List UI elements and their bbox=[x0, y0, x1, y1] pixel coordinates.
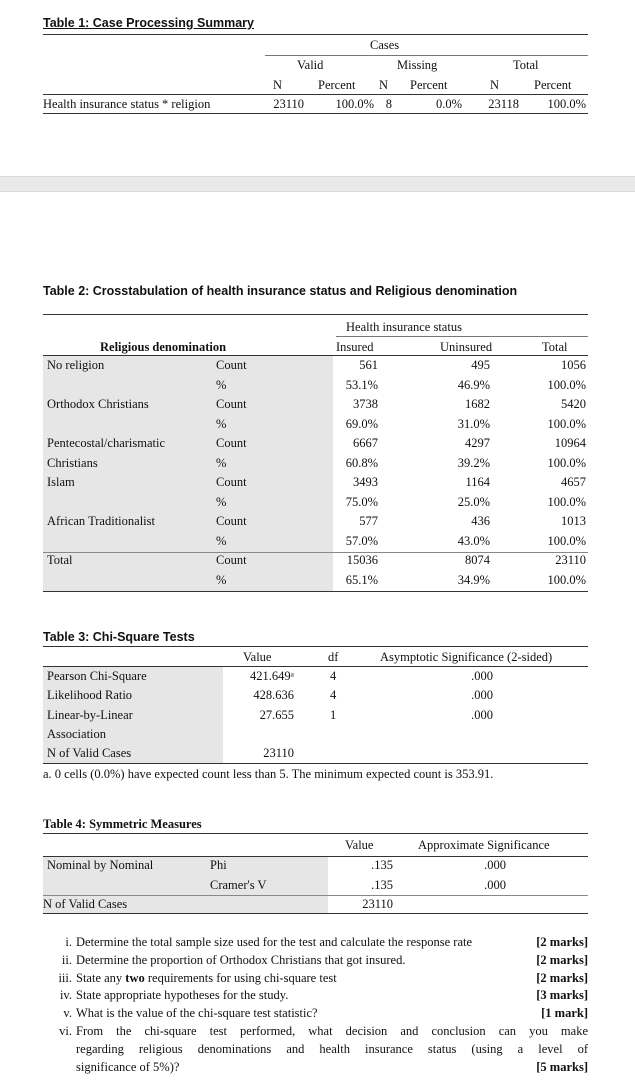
question-text: significance of 5%)? bbox=[76, 1060, 180, 1074]
divider bbox=[43, 355, 588, 356]
test-label: Linear-by-Linear bbox=[47, 707, 133, 722]
page-separator bbox=[0, 176, 635, 192]
col-insured: Insured bbox=[336, 340, 374, 354]
col-df: df bbox=[328, 650, 339, 664]
row-label: Pentecostal/charismatic bbox=[47, 436, 166, 450]
question-text bbox=[76, 971, 337, 986]
uninsured-cell: 8074 bbox=[465, 553, 490, 567]
row-label: Health insurance status * religion bbox=[43, 97, 211, 111]
question-number: iii. bbox=[58, 970, 72, 985]
test-label: Likelihood Ratio bbox=[47, 688, 133, 703]
uninsured-cell: 31.0% bbox=[457, 416, 490, 431]
test-label: N of Valid Cases bbox=[47, 746, 132, 761]
test-sig: .000 bbox=[471, 688, 493, 703]
insured-cell: 53.1% bbox=[345, 377, 378, 392]
question-text-part: requirements for using chi-square test bbox=[144, 970, 337, 985]
question-text: From the chi-square test performed, what decision and conclusion can you make bbox=[76, 1024, 588, 1038]
col-total: Total bbox=[542, 340, 568, 354]
divider bbox=[43, 94, 588, 95]
total-cell: 10964 bbox=[554, 436, 586, 450]
measure-sig: .000 bbox=[484, 878, 506, 892]
divider bbox=[43, 552, 588, 553]
uninsured-cell: 1682 bbox=[465, 397, 490, 411]
valid-cases-label: N of Valid Cases bbox=[43, 897, 128, 911]
table-2-title: Table 2: Crosstabulation of health insurance status and Religious denomination bbox=[43, 284, 518, 298]
total-cell: 1056 bbox=[561, 358, 586, 372]
test-value: 23110 bbox=[263, 746, 294, 761]
stat-label: % bbox=[216, 533, 227, 548]
insured-cell: 57.0% bbox=[345, 533, 378, 548]
total-cell: 100.0% bbox=[547, 377, 586, 392]
uninsured-cell: 495 bbox=[471, 358, 490, 372]
question-text bbox=[76, 935, 472, 950]
test-value: 421.649ᵃ bbox=[249, 669, 294, 683]
measure-label: Phi bbox=[210, 858, 227, 872]
measure-label: Cramer's V bbox=[210, 878, 267, 892]
insured-cell: 60.8% bbox=[345, 455, 378, 470]
row-label: Christians bbox=[47, 455, 98, 470]
total-n: 23118 bbox=[488, 97, 519, 111]
question-text-part: State any bbox=[76, 970, 126, 985]
col-uninsured: Uninsured bbox=[440, 340, 493, 354]
table-4-title: Table 4: Symmetric Measures bbox=[43, 817, 202, 831]
group-label: Nominal by Nominal bbox=[47, 858, 154, 872]
divider bbox=[43, 763, 588, 764]
divider bbox=[43, 646, 588, 647]
insured-cell: 75.0% bbox=[345, 494, 378, 509]
total-cell: 100.0% bbox=[547, 455, 586, 470]
uninsured-cell: 46.9% bbox=[457, 377, 490, 392]
stat-label: Count bbox=[216, 514, 247, 528]
divider bbox=[43, 34, 588, 35]
insured-cell: 6667 bbox=[353, 436, 378, 450]
question-number: ii. bbox=[61, 952, 72, 967]
missing-percent: 0.0% bbox=[435, 97, 462, 111]
total-cell: 100.0% bbox=[547, 533, 586, 548]
col-value: Value bbox=[243, 650, 272, 664]
valid-cases-value: 23110 bbox=[362, 897, 393, 911]
row-label: Islam bbox=[47, 475, 75, 489]
question-text-part: Determine the total sample size used for the test and calculate the response rate bbox=[76, 935, 473, 949]
question-marks: [2 marks] bbox=[536, 970, 588, 985]
col-header: N bbox=[379, 78, 389, 92]
total-cell: 100.0% bbox=[547, 572, 586, 587]
divider bbox=[43, 856, 588, 857]
valid-percent: 100.0% bbox=[335, 97, 374, 111]
col-asymp-sig: Asymptotic Significance (2-sided) bbox=[380, 650, 553, 664]
insured-cell: 3493 bbox=[353, 475, 378, 489]
test-value: 428.636 bbox=[253, 688, 294, 703]
stat-label: % bbox=[216, 377, 227, 392]
stat-label: % bbox=[216, 455, 227, 470]
question-text bbox=[76, 953, 405, 968]
insured-cell: 577 bbox=[359, 514, 378, 528]
question-text-part: Determine the proportion of Orthodox Christians that got insured. bbox=[76, 952, 406, 967]
total-cell: 1013 bbox=[561, 514, 586, 528]
group-header: Health insurance status bbox=[346, 320, 462, 334]
uninsured-cell: 25.0% bbox=[457, 494, 490, 509]
question-text-emphasis: two bbox=[125, 970, 145, 985]
question-marks: [2 marks] bbox=[536, 935, 588, 949]
valid-n: 23110 bbox=[273, 97, 304, 111]
question-text bbox=[76, 988, 288, 1003]
divider bbox=[43, 314, 588, 315]
total-cell: 4657 bbox=[561, 475, 586, 489]
col-value: Value bbox=[345, 838, 374, 852]
col-header: Percent bbox=[318, 78, 356, 92]
cases-label: Cases bbox=[370, 38, 400, 52]
test-label: Association bbox=[47, 726, 107, 741]
table-3-title: Table 3: Chi-Square Tests bbox=[43, 630, 195, 644]
uninsured-cell: 4297 bbox=[465, 436, 490, 450]
question-marks: [1 mark] bbox=[541, 1006, 588, 1021]
divider bbox=[43, 591, 588, 592]
col-header: N bbox=[273, 78, 283, 92]
total-cell: 100.0% bbox=[547, 416, 586, 431]
insured-cell: 65.1% bbox=[345, 572, 378, 587]
insured-cell: 561 bbox=[359, 358, 378, 372]
row-label: Total bbox=[47, 553, 73, 567]
total-cell: 5420 bbox=[561, 397, 586, 411]
table-3-footnote: a. 0 cells (0.0%) have expected count less than 5. The minimum expected count is 353.91. bbox=[43, 767, 494, 781]
question-marks: [5 marks] bbox=[536, 1060, 588, 1074]
test-label: Pearson Chi-Square bbox=[47, 669, 147, 683]
divider bbox=[336, 336, 588, 337]
uninsured-cell: 39.2% bbox=[457, 455, 490, 470]
test-sig: .000 bbox=[471, 707, 493, 722]
stat-label: % bbox=[216, 416, 227, 431]
question-text-part: What is the value of the chi-square test statistic? bbox=[76, 1006, 318, 1021]
table-1-title: Table 1: Case Processing Summary bbox=[43, 16, 254, 30]
row-header: Religious denomination bbox=[100, 340, 227, 354]
divider bbox=[43, 833, 588, 834]
uninsured-cell: 436 bbox=[471, 514, 490, 528]
stat-label: % bbox=[216, 494, 227, 509]
col-header: Percent bbox=[410, 78, 448, 92]
stat-label: Count bbox=[216, 475, 247, 489]
divider bbox=[265, 55, 588, 56]
stat-label: Count bbox=[216, 553, 247, 567]
insured-cell: 3738 bbox=[353, 397, 378, 411]
col-approx-sig: Approximate Significance bbox=[418, 838, 550, 852]
insured-cell: 69.0% bbox=[345, 416, 378, 431]
stat-label: Count bbox=[216, 397, 247, 411]
question-number: iv. bbox=[59, 988, 72, 1003]
test-value: 27.655 bbox=[259, 707, 294, 722]
row-label: Orthodox Christians bbox=[47, 397, 149, 411]
missing-n: 8 bbox=[385, 97, 392, 111]
col-header: N bbox=[490, 78, 500, 92]
measure-value: .135 bbox=[371, 878, 393, 892]
question-text: regarding religious denominations and health insurance status (using a level of bbox=[76, 1042, 588, 1056]
total-percent: 100.0% bbox=[547, 97, 586, 111]
test-sig: .000 bbox=[471, 669, 493, 683]
col-header: Percent bbox=[534, 78, 572, 92]
group-missing: Missing bbox=[397, 58, 438, 72]
uninsured-cell: 43.0% bbox=[457, 533, 490, 548]
row-label: No religion bbox=[47, 358, 105, 372]
insured-cell: 15036 bbox=[346, 553, 378, 567]
measure-sig: .000 bbox=[484, 858, 506, 872]
question-number: vi. bbox=[59, 1024, 72, 1038]
stat-label: Count bbox=[216, 358, 247, 372]
stat-label: Count bbox=[216, 436, 247, 450]
question-marks: [3 marks] bbox=[536, 988, 588, 1003]
divider bbox=[43, 913, 588, 914]
group-valid: Valid bbox=[297, 58, 324, 72]
test-df: 1 bbox=[330, 707, 337, 722]
question-marks: [2 marks] bbox=[536, 952, 588, 967]
divider bbox=[43, 113, 588, 114]
question-number: i. bbox=[65, 935, 72, 949]
row-label: African Traditionalist bbox=[47, 514, 155, 528]
divider bbox=[43, 895, 588, 896]
question-number: v. bbox=[63, 1006, 72, 1021]
total-cell: 23110 bbox=[555, 553, 586, 567]
group-total: Total bbox=[513, 58, 539, 72]
uninsured-cell: 34.9% bbox=[457, 572, 490, 587]
row-header-shade bbox=[43, 355, 333, 591]
measure-value: .135 bbox=[371, 858, 393, 872]
total-cell: 100.0% bbox=[547, 494, 586, 509]
test-df: 4 bbox=[330, 688, 337, 703]
question-text bbox=[76, 1006, 318, 1021]
question-text-part: State appropriate hypotheses for the study. bbox=[76, 988, 289, 1003]
uninsured-cell: 1164 bbox=[465, 475, 490, 489]
stat-label: % bbox=[216, 572, 227, 587]
divider bbox=[43, 666, 588, 667]
test-df: 4 bbox=[330, 669, 337, 683]
